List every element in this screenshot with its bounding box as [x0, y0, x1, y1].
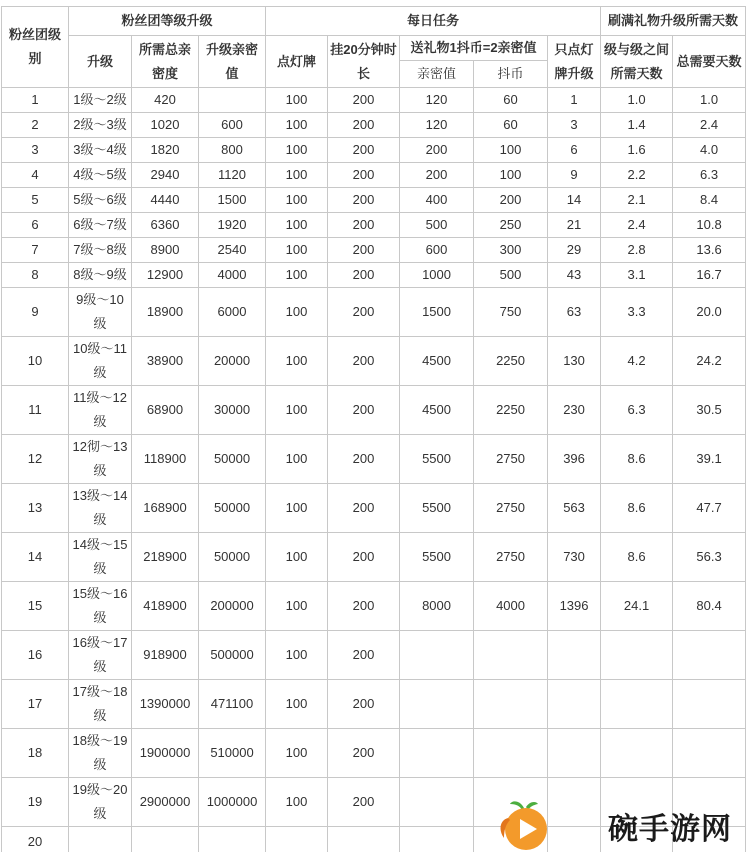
cell-hang-20min: 200 [328, 263, 400, 288]
cell-intimacy: 4500 [400, 337, 474, 386]
cell-intimacy: 500 [400, 213, 474, 238]
cell-intimacy: 1500 [400, 288, 474, 337]
cell-doubi: 300 [474, 238, 548, 263]
cell-upgrade: 10级～11级 [69, 337, 132, 386]
cell-hang-20min: 200 [328, 680, 400, 729]
cell-only-light: 396 [548, 435, 601, 484]
cell-upgrade-intimacy: 471100 [199, 680, 266, 729]
cell-light-badge: 100 [266, 238, 328, 263]
cell-light-badge: 100 [266, 337, 328, 386]
header-upgrade-intimacy: 升级亲密值 [199, 36, 266, 88]
cell-level: 5 [2, 188, 69, 213]
cell-total-intimacy: 1390000 [132, 680, 199, 729]
header-total-intimacy: 所需总亲密度 [132, 36, 199, 88]
cell-light-badge: 100 [266, 582, 328, 631]
cell-level: 13 [2, 484, 69, 533]
cell-upgrade-intimacy: 1000000 [199, 778, 266, 827]
cell-hang-20min: 200 [328, 113, 400, 138]
cell-between-days [601, 680, 673, 729]
cell-total-intimacy: 118900 [132, 435, 199, 484]
cell-total-intimacy: 68900 [132, 386, 199, 435]
cell-hang-20min: 200 [328, 288, 400, 337]
cell-upgrade-intimacy: 800 [199, 138, 266, 163]
header-total-days: 总需要天数 [673, 36, 746, 88]
cell-upgrade: 11级～12级 [69, 386, 132, 435]
cell-upgrade: 16级～17级 [69, 631, 132, 680]
table-row [2, 680, 746, 729]
cell-only-light [548, 729, 601, 778]
cell-total-intimacy: 420 [132, 88, 199, 113]
cell-level: 16 [2, 631, 69, 680]
cell-upgrade: 13级～14级 [69, 484, 132, 533]
cell-upgrade-intimacy: 50000 [199, 484, 266, 533]
cell-total-days: 24.2 [673, 337, 746, 386]
cell-doubi: 2250 [474, 337, 548, 386]
table-row [2, 88, 746, 113]
cell-only-light: 230 [548, 386, 601, 435]
header-daily-tasks: 每日任务 [266, 7, 601, 36]
cell-between-days: 2.4 [601, 213, 673, 238]
cell-upgrade-intimacy: 50000 [199, 533, 266, 582]
cell-total-intimacy [132, 827, 199, 852]
cell-light-badge: 100 [266, 288, 328, 337]
cell-total-days [673, 729, 746, 778]
header-gift-rule: 送礼物1抖币=2亲密值 [400, 36, 548, 61]
cell-light-badge: 100 [266, 729, 328, 778]
cell-between-days: 2.2 [601, 163, 673, 188]
cell-doubi: 2250 [474, 386, 548, 435]
cell-upgrade [69, 827, 132, 852]
cell-only-light: 3 [548, 113, 601, 138]
cell-upgrade: 2级～3级 [69, 113, 132, 138]
cell-doubi: 100 [474, 138, 548, 163]
header-light-badge: 点灯牌 [266, 36, 328, 88]
header-doubi: 抖币 [474, 61, 548, 88]
cell-only-light: 9 [548, 163, 601, 188]
cell-upgrade-intimacy: 1920 [199, 213, 266, 238]
cell-total-intimacy: 1900000 [132, 729, 199, 778]
cell-level: 15 [2, 582, 69, 631]
table-row [2, 138, 746, 163]
cell-only-light: 130 [548, 337, 601, 386]
cell-only-light: 29 [548, 238, 601, 263]
table-row [2, 386, 746, 435]
cell-light-badge: 100 [266, 213, 328, 238]
cell-doubi: 2750 [474, 533, 548, 582]
cell-upgrade-intimacy: 2540 [199, 238, 266, 263]
cell-total-intimacy: 168900 [132, 484, 199, 533]
cell-light-badge [266, 827, 328, 852]
cell-between-days: 8.6 [601, 484, 673, 533]
cell-upgrade: 6级～7级 [69, 213, 132, 238]
cell-level: 12 [2, 435, 69, 484]
cell-light-badge: 100 [266, 484, 328, 533]
cell-intimacy: 5500 [400, 484, 474, 533]
cell-hang-20min: 200 [328, 386, 400, 435]
cell-intimacy: 200 [400, 163, 474, 188]
cell-only-light: 6 [548, 138, 601, 163]
cell-total-intimacy: 418900 [132, 582, 199, 631]
cell-level: 18 [2, 729, 69, 778]
header-intimacy: 亲密值 [400, 61, 474, 88]
cell-between-days: 24.1 [601, 582, 673, 631]
cell-doubi: 2750 [474, 435, 548, 484]
table-row [2, 631, 746, 680]
cell-between-days: 3.1 [601, 263, 673, 288]
cell-upgrade: 4级～5级 [69, 163, 132, 188]
cell-between-days [601, 631, 673, 680]
cell-doubi: 750 [474, 288, 548, 337]
cell-only-light [548, 680, 601, 729]
table-body [2, 88, 746, 852]
cell-upgrade-intimacy: 200000 [199, 582, 266, 631]
header-only-light: 只点灯牌升级 [548, 36, 601, 88]
cell-hang-20min: 200 [328, 188, 400, 213]
cell-light-badge: 100 [266, 435, 328, 484]
cell-total-days [673, 680, 746, 729]
cell-only-light [548, 631, 601, 680]
cell-total-days: 80.4 [673, 582, 746, 631]
cell-hang-20min: 200 [328, 337, 400, 386]
cell-hang-20min: 200 [328, 729, 400, 778]
cell-total-days: 8.4 [673, 188, 746, 213]
watermark [496, 796, 746, 852]
header-gift-days: 刷满礼物升级所需天数 [601, 7, 746, 36]
cell-total-intimacy: 18900 [132, 288, 199, 337]
cell-doubi: 4000 [474, 582, 548, 631]
cell-upgrade: 12彻～13级 [69, 435, 132, 484]
cell-doubi [474, 680, 548, 729]
table-row [2, 163, 746, 188]
cell-total-intimacy: 918900 [132, 631, 199, 680]
cell-total-intimacy: 218900 [132, 533, 199, 582]
cell-level: 2 [2, 113, 69, 138]
cell-level: 14 [2, 533, 69, 582]
cell-intimacy [400, 729, 474, 778]
cell-upgrade-intimacy: 4000 [199, 263, 266, 288]
cell-doubi: 200 [474, 188, 548, 213]
table-row [2, 288, 746, 337]
cell-total-days: 1.0 [673, 88, 746, 113]
cell-only-light: 730 [548, 533, 601, 582]
table-row [2, 729, 746, 778]
cell-level: 4 [2, 163, 69, 188]
cell-total-days: 20.0 [673, 288, 746, 337]
cell-hang-20min: 200 [328, 213, 400, 238]
cell-total-intimacy: 2940 [132, 163, 199, 188]
cell-total-days: 56.3 [673, 533, 746, 582]
cell-hang-20min: 200 [328, 484, 400, 533]
cell-light-badge: 100 [266, 263, 328, 288]
cell-upgrade: 9级～10级 [69, 288, 132, 337]
cell-upgrade: 14级～15级 [69, 533, 132, 582]
table-row [2, 337, 746, 386]
cell-light-badge: 100 [266, 188, 328, 213]
cell-light-badge: 100 [266, 631, 328, 680]
cell-level: 19 [2, 778, 69, 827]
cell-intimacy: 4500 [400, 386, 474, 435]
fan-club-level-table [1, 6, 746, 852]
cell-hang-20min: 200 [328, 238, 400, 263]
cell-between-days: 2.1 [601, 188, 673, 213]
cell-upgrade-intimacy [199, 827, 266, 852]
cell-total-intimacy: 6360 [132, 213, 199, 238]
cell-only-light: 43 [548, 263, 601, 288]
orange-play-icon [496, 798, 568, 852]
cell-level: 9 [2, 288, 69, 337]
cell-upgrade: 19级～20级 [69, 778, 132, 827]
cell-level: 10 [2, 337, 69, 386]
cell-level: 7 [2, 238, 69, 263]
table-row [2, 435, 746, 484]
cell-upgrade-intimacy: 1120 [199, 163, 266, 188]
cell-upgrade: 18级～19级 [69, 729, 132, 778]
cell-upgrade-intimacy: 500000 [199, 631, 266, 680]
cell-between-days: 4.2 [601, 337, 673, 386]
cell-doubi: 60 [474, 113, 548, 138]
watermark-text: 碗手游网 [608, 812, 732, 847]
table-row [2, 113, 746, 138]
cell-upgrade: 15级～16级 [69, 582, 132, 631]
header-hang-20min: 挂20分钟时长 [328, 36, 400, 88]
cell-light-badge: 100 [266, 533, 328, 582]
cell-doubi [474, 729, 548, 778]
cell-upgrade: 8级～9级 [69, 263, 132, 288]
cell-upgrade: 3级～4级 [69, 138, 132, 163]
cell-doubi [474, 631, 548, 680]
cell-hang-20min: 200 [328, 138, 400, 163]
cell-between-days: 1.6 [601, 138, 673, 163]
cell-total-intimacy: 8900 [132, 238, 199, 263]
cell-total-days: 47.7 [673, 484, 746, 533]
cell-between-days: 8.6 [601, 533, 673, 582]
cell-level: 11 [2, 386, 69, 435]
cell-intimacy: 200 [400, 138, 474, 163]
cell-upgrade-intimacy: 6000 [199, 288, 266, 337]
cell-level: 8 [2, 263, 69, 288]
cell-hang-20min: 200 [328, 88, 400, 113]
cell-hang-20min: 200 [328, 631, 400, 680]
cell-hang-20min: 200 [328, 582, 400, 631]
cell-hang-20min: 200 [328, 163, 400, 188]
header-upgrade: 升级 [69, 36, 132, 88]
cell-intimacy: 120 [400, 88, 474, 113]
header-upgrade-group: 粉丝团等级升级 [69, 7, 266, 36]
cell-total-intimacy: 4440 [132, 188, 199, 213]
cell-level: 6 [2, 213, 69, 238]
cell-only-light: 1396 [548, 582, 601, 631]
cell-between-days: 3.3 [601, 288, 673, 337]
cell-upgrade-intimacy: 20000 [199, 337, 266, 386]
cell-level: 20 [2, 827, 69, 852]
cell-between-days [601, 729, 673, 778]
cell-upgrade-intimacy: 600 [199, 113, 266, 138]
cell-only-light: 21 [548, 213, 601, 238]
cell-intimacy: 400 [400, 188, 474, 213]
cell-upgrade: 7级～8级 [69, 238, 132, 263]
cell-total-days: 13.6 [673, 238, 746, 263]
table-header [2, 7, 746, 88]
cell-only-light: 14 [548, 188, 601, 213]
cell-only-light: 563 [548, 484, 601, 533]
cell-upgrade-intimacy [199, 88, 266, 113]
cell-only-light: 63 [548, 288, 601, 337]
cell-light-badge: 100 [266, 138, 328, 163]
cell-doubi: 60 [474, 88, 548, 113]
table-row [2, 533, 746, 582]
cell-doubi: 100 [474, 163, 548, 188]
table-row [2, 188, 746, 213]
cell-total-days: 6.3 [673, 163, 746, 188]
cell-total-days: 39.1 [673, 435, 746, 484]
cell-upgrade-intimacy: 510000 [199, 729, 266, 778]
header-level: 粉丝团级别 [2, 7, 69, 88]
cell-total-intimacy: 1020 [132, 113, 199, 138]
cell-hang-20min: 200 [328, 435, 400, 484]
cell-hang-20min: 200 [328, 533, 400, 582]
header-between-levels: 级与级之间所需天数 [601, 36, 673, 88]
cell-level: 1 [2, 88, 69, 113]
cell-light-badge: 100 [266, 386, 328, 435]
cell-light-badge: 100 [266, 778, 328, 827]
table-row [2, 213, 746, 238]
cell-intimacy: 120 [400, 113, 474, 138]
cell-total-intimacy: 12900 [132, 263, 199, 288]
cell-total-days: 16.7 [673, 263, 746, 288]
cell-total-days: 4.0 [673, 138, 746, 163]
cell-hang-20min: 200 [328, 778, 400, 827]
cell-total-days: 2.4 [673, 113, 746, 138]
cell-light-badge: 100 [266, 88, 328, 113]
cell-intimacy [400, 631, 474, 680]
cell-light-badge: 100 [266, 163, 328, 188]
cell-intimacy: 600 [400, 238, 474, 263]
table-row [2, 238, 746, 263]
cell-intimacy: 5500 [400, 533, 474, 582]
cell-intimacy: 1000 [400, 263, 474, 288]
cell-total-intimacy: 1820 [132, 138, 199, 163]
cell-between-days: 2.8 [601, 238, 673, 263]
cell-level: 17 [2, 680, 69, 729]
table-row [2, 484, 746, 533]
cell-only-light: 1 [548, 88, 601, 113]
cell-intimacy [400, 778, 474, 827]
cell-total-days: 10.8 [673, 213, 746, 238]
cell-upgrade-intimacy: 30000 [199, 386, 266, 435]
cell-between-days: 8.6 [601, 435, 673, 484]
cell-total-days: 30.5 [673, 386, 746, 435]
cell-upgrade: 1级～2级 [69, 88, 132, 113]
cell-level: 3 [2, 138, 69, 163]
cell-doubi: 250 [474, 213, 548, 238]
cell-intimacy [400, 827, 474, 852]
cell-light-badge: 100 [266, 680, 328, 729]
table-row [2, 263, 746, 288]
cell-doubi: 2750 [474, 484, 548, 533]
cell-light-badge: 100 [266, 113, 328, 138]
cell-intimacy: 5500 [400, 435, 474, 484]
cell-between-days: 1.0 [601, 88, 673, 113]
cell-upgrade: 17级～18级 [69, 680, 132, 729]
cell-between-days: 6.3 [601, 386, 673, 435]
cell-upgrade-intimacy: 50000 [199, 435, 266, 484]
cell-between-days: 1.4 [601, 113, 673, 138]
cell-total-days [673, 631, 746, 680]
table-row [2, 582, 746, 631]
cell-total-intimacy: 2900000 [132, 778, 199, 827]
cell-total-intimacy: 38900 [132, 337, 199, 386]
cell-hang-20min [328, 827, 400, 852]
cell-doubi: 500 [474, 263, 548, 288]
cell-upgrade: 5级～6级 [69, 188, 132, 213]
cell-upgrade-intimacy: 1500 [199, 188, 266, 213]
cell-intimacy: 8000 [400, 582, 474, 631]
cell-intimacy [400, 680, 474, 729]
